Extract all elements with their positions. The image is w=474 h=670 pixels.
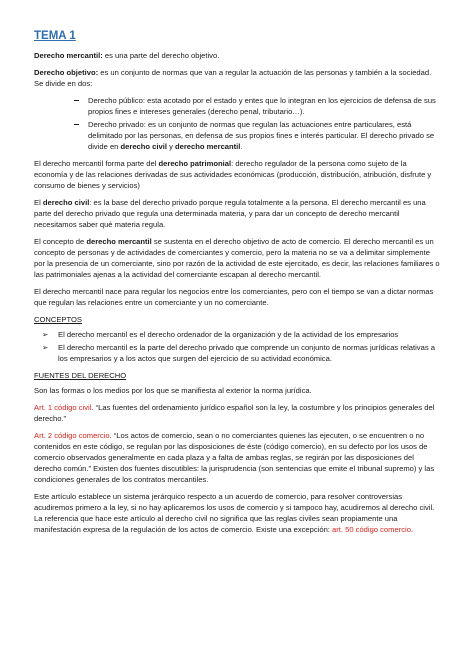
paragraph-derecho-civil — [34, 197, 440, 230]
term: Derecho objetivo: — [34, 68, 99, 77]
definition: es un conjunto de normas que van a regular la actuación de las personas y también a la sociedad. Se divide en dos: — [34, 68, 432, 88]
text: se sustenta en el derecho objetivo de acto de comercio. El derecho mercantil es un concepto de personas y de actividades de comerciantes y comercio, pero la materia no se va a delimitar simplemente por la presencia de un comerciante, sino por razón de la actividad de este ejercitado, es decir, las relaciones familiares o las patrimoniales ajenas a la actividad del comerciante escapan al derecho mercantil. — [34, 237, 440, 279]
paragraph-derecho-objetivo — [34, 67, 440, 89]
text: El derecho mercantil forma parte del — [34, 159, 159, 168]
bold-term: derecho civil — [120, 142, 167, 151]
term: Derecho mercantil: — [34, 51, 103, 60]
text: . “Los actos de comercio, sean o no comerciantes quienes las ejecuten, o se encuentren o no contenidos en este código, se regulan por las disposiciones de éste (código comercio), en su defecto por los usos de comercio observados generalmente en cada plaza y a falta de ambas reglas, se regirán por las disposiciones del derecho común.” Existen dos fuentes discutibles: la jurisprudencia (son sentencias que emite el tribunal supremo) y las condiciones generales de los contratos mercantiles. — [34, 431, 435, 484]
text: . — [410, 525, 414, 534]
list-text: . — [240, 142, 243, 151]
article-reference: Art. 2 código comercio — [34, 431, 110, 440]
list-text: Derecho privado: es un conjunto de normas que regulan las actuaciones entre particulares, está delimitado por las personas, en defensa de sus propios fines e interés particular. El derecho privado se divide en — [88, 120, 435, 151]
list-item: Derecho público: esta acotado por el estado y entes que lo integran en los ejercicios de defensa de sus propios fines e intereses generales (derecho penal, tributario…). — [88, 95, 440, 117]
paragraph-art-2 — [34, 430, 440, 485]
article-reference: art. 50 código comercio — [332, 525, 411, 534]
definition: es una parte del derecho objetivo. — [102, 51, 220, 60]
bold-term: derecho patrimonial — [158, 159, 232, 168]
paragraph-origen: El derecho mercantil nace para regular los negocios entre los comerciantes, pero con el tiempo se van a dictar normas que regulan las relaciones entre un comerciante y un no comerciante. — [34, 287, 434, 307]
list-text: El derecho mercantil es la parte del derecho privado que comprende un conjunto de normas jurídicas relativas a los empresarios y a los actos que surgen del ejercicio de su actividad económica. — [58, 343, 435, 363]
list-text: El derecho mercantil es el derecho ordenador de la organización y de la actividad de los empresarios — [58, 330, 399, 339]
bold-term: derecho civil — [42, 198, 90, 207]
list-text: y — [166, 142, 175, 151]
text: El concepto de — [34, 237, 87, 246]
conceptos-heading: CONCEPTOS — [34, 315, 82, 324]
list-item — [88, 119, 440, 152]
text: : derecho regulador de la persona como sujeto de la economía y de las relaciones derivadas de sus actividades económicas (producción, distribución, atribución, disfrute y consumo de bienes y servicios) — [34, 159, 432, 190]
page-title: TEMA 1 — [34, 30, 76, 42]
paragraph-derecho-mercantil — [34, 50, 440, 61]
text: . “Las fuentes del ordenamiento jurídico español son la ley, la costumbre y los principios generales del derecho.” — [34, 403, 435, 423]
fuentes-heading: FUENTES DEL DERECHO — [34, 371, 127, 380]
paragraph-derecho-patrimonial — [34, 158, 440, 191]
article-reference: Art. 1 código civil — [34, 403, 92, 412]
list-item — [42, 329, 440, 340]
text: El — [34, 198, 43, 207]
arrow-bullet-icon: ➢ — [42, 343, 49, 352]
list-item — [42, 342, 440, 364]
division-list — [34, 95, 440, 152]
paragraph-fuentes: Son las formas o los medios por los que se manifiesta al exterior la norma jurídica. — [34, 386, 312, 395]
bold-term: derecho mercantil — [86, 237, 152, 246]
paragraph-concepto — [34, 236, 440, 280]
conceptos-list — [34, 329, 440, 364]
text: Este artículo establece un sistema jerárquico respecto a un acuerdo de comercio, para resolver controversias acudiremos primero a la ley, si no hay aplicaremos los usos de comercio y si tampoco hay, acudiremos al derecho civil. La referencia que hace este artículo al derecho civil no significa que las reglas civiles sean propiamente una manifestación expresa de la regulación de los actos de comercio. Existe una excepción: — [34, 492, 435, 534]
text: : es la base del derecho privado porque regula totalmente a la persona. El derecho mercantil es una parte del derecho privado que regula una determinada materia, y para dar un concepto de derecho mercantil necesitamos saber qué materia regula. — [34, 198, 426, 229]
paragraph-art-1 — [34, 402, 440, 424]
bold-term: derecho mercantil — [174, 142, 241, 151]
paragraph-sistema — [34, 491, 440, 535]
arrow-bullet-icon: ➢ — [42, 330, 49, 339]
